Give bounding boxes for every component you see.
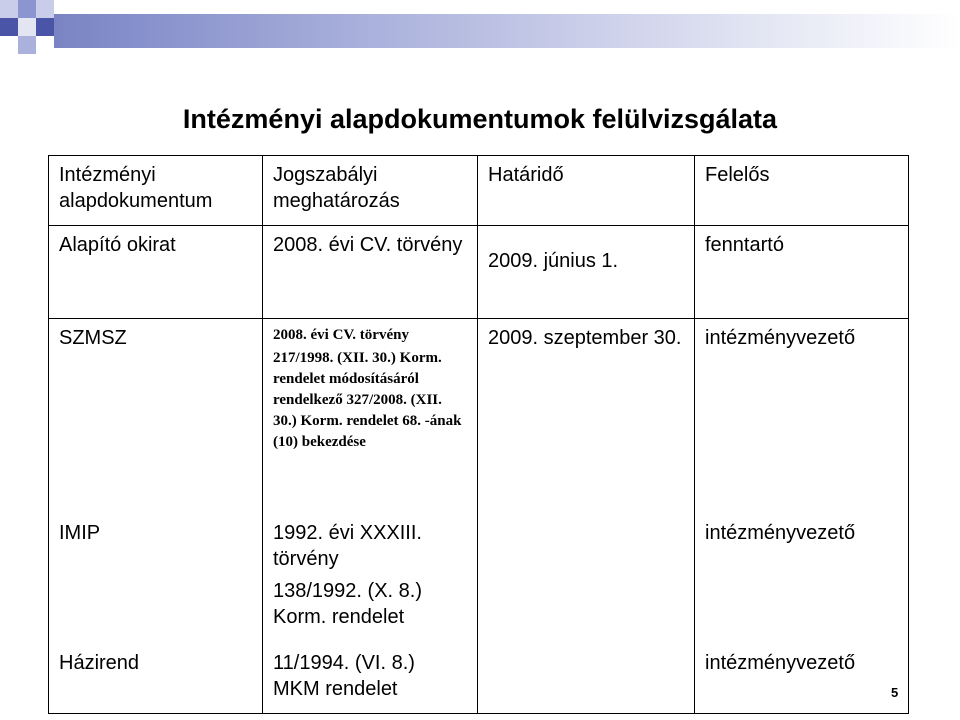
- row-owner-alapito: fenntartó: [695, 226, 909, 319]
- table-row: [49, 319, 909, 514]
- deco-gradient-band: [54, 14, 960, 48]
- row-doc-hazirend: Házirend: [49, 644, 263, 714]
- deco-square: [36, 18, 54, 36]
- documents-table: [48, 155, 909, 714]
- slide-title: Intézményi alapdokumentumok felülvizsgálata: [182, 104, 778, 134]
- deco-square: [0, 0, 18, 18]
- header-law: Jogszabályi meghatározás: [263, 156, 478, 226]
- decorative-header: [0, 0, 960, 60]
- law-extra-imip: 138/1992. (X. 8.) Korm. rendelet: [273, 579, 422, 628]
- table-header-row: [49, 156, 909, 226]
- law-main-szmsz: 2008. évi CV. törvény: [273, 327, 409, 343]
- law-extra-szmsz: 217/1998. (XII. 30.) Korm. rendelet módosításáról rendelkező 327/2008. (XII. 30.) Korm. rendelet 68. -ának (10) bekezdése: [273, 350, 462, 450]
- deco-square: [18, 18, 36, 36]
- row-owner-szmsz: intézményvezető: [695, 319, 909, 514]
- table-row: [49, 644, 909, 714]
- page-number: 5: [891, 685, 899, 700]
- deco-square: [0, 18, 18, 36]
- table-row: [49, 226, 909, 319]
- header-document: Intézményi alapdokumentum: [49, 156, 263, 226]
- row-deadline-szmsz: 2009. szeptember 30.: [478, 319, 695, 514]
- row-law-imip: [263, 514, 478, 644]
- header-deadline: Határidő: [478, 156, 695, 226]
- row-deadline-hazirend: [478, 644, 695, 714]
- documents-table-wrapper: [48, 155, 909, 714]
- row-law-hazirend: 11/1994. (VI. 8.) MKM rendelet: [263, 644, 478, 714]
- deco-square: [18, 36, 36, 54]
- row-deadline-alapito: 2009. június 1.: [478, 226, 695, 319]
- row-owner-hazirend: intézményvezető: [695, 644, 909, 714]
- deco-square: [36, 0, 54, 18]
- header-owner: Felelős: [695, 156, 909, 226]
- row-doc-szmsz: SZMSZ: [49, 319, 263, 514]
- row-deadline-imip: [478, 514, 695, 644]
- row-doc-alapito: Alapító okirat: [49, 226, 263, 319]
- table-row: [49, 514, 909, 644]
- row-owner-imip: intézményvezető: [695, 514, 909, 644]
- deco-square: [18, 0, 36, 18]
- law-main-imip: 1992. évi XXXIII. törvény: [273, 521, 422, 570]
- row-law-szmsz: [263, 319, 478, 514]
- row-doc-imip: IMIP: [49, 514, 263, 644]
- row-law-alapito: 2008. évi CV. törvény: [263, 226, 478, 319]
